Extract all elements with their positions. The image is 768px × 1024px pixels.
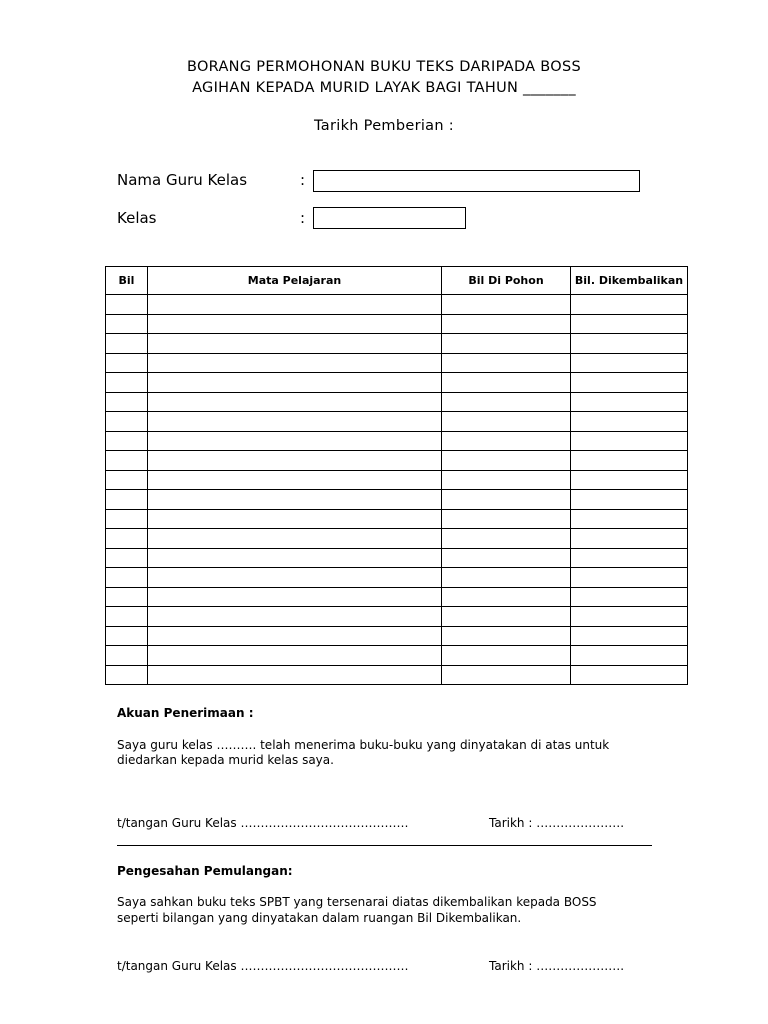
table-header-row [106,267,688,295]
table-row [106,490,688,510]
teacher-name-label: Nama Guru Kelas [117,171,248,189]
cell-subject[interactable] [148,568,442,588]
cell-bil[interactable] [106,587,148,607]
cell-returned[interactable] [571,568,688,588]
cell-subject[interactable] [148,626,442,646]
column-header-returned: Bil. Dikembalikan [571,267,688,295]
cell-returned[interactable] [571,626,688,646]
cell-returned[interactable] [571,665,688,685]
cell-bil[interactable] [106,431,148,451]
cell-subject[interactable] [148,470,442,490]
cell-requested[interactable] [442,470,571,490]
cell-requested[interactable] [442,451,571,471]
cell-subject[interactable] [148,353,442,373]
table-row [106,392,688,412]
teacher-name-field[interactable] [313,170,640,192]
cell-returned[interactable] [571,529,688,549]
cell-returned[interactable] [571,295,688,315]
cell-requested[interactable] [442,626,571,646]
cell-bil[interactable] [106,353,148,373]
receipt-heading: Akuan Penerimaan : [117,706,254,720]
cell-requested[interactable] [442,334,571,354]
return-text-line1: Saya sahkan buku teks SPBT yang tersenarai diatas dikembalikan kepada BOSS [117,895,597,909]
cell-bil[interactable] [106,470,148,490]
cell-bil[interactable] [106,314,148,334]
cell-subject[interactable] [148,490,442,510]
cell-returned[interactable] [571,587,688,607]
cell-bil[interactable] [106,412,148,432]
cell-bil[interactable] [106,568,148,588]
table-row [106,626,688,646]
table-row [106,314,688,334]
cell-subject[interactable] [148,665,442,685]
table-row [106,548,688,568]
cell-subject[interactable] [148,548,442,568]
table-row [106,568,688,588]
cell-bil[interactable] [106,548,148,568]
cell-subject[interactable] [148,334,442,354]
cell-requested[interactable] [442,373,571,393]
cell-returned[interactable] [571,607,688,627]
cell-requested[interactable] [442,587,571,607]
cell-returned[interactable] [571,646,688,666]
cell-returned[interactable] [571,353,688,373]
cell-subject[interactable] [148,646,442,666]
table-row [106,646,688,666]
cell-returned[interactable] [571,334,688,354]
cell-requested[interactable] [442,529,571,549]
cell-requested[interactable] [442,607,571,627]
cell-requested[interactable] [442,295,571,315]
class-colon: : [300,209,306,227]
cell-subject[interactable] [148,587,442,607]
class-label: Kelas [117,209,157,227]
cell-requested[interactable] [442,431,571,451]
cell-subject[interactable] [148,295,442,315]
receipt-date: Tarikh : …………………. [489,816,625,830]
cell-returned[interactable] [571,470,688,490]
cell-requested[interactable] [442,509,571,529]
cell-returned[interactable] [571,548,688,568]
cell-bil[interactable] [106,626,148,646]
table-row [106,373,688,393]
cell-requested[interactable] [442,490,571,510]
receipt-text-line1: Saya guru kelas ………. telah menerima buku-buku yang dinyatakan di atas untuk [117,738,610,752]
cell-bil[interactable] [106,529,148,549]
cell-subject[interactable] [148,392,442,412]
form-title-line2: AGIHAN KEPADA MURID LAYAK BAGI TAHUN _______ [192,80,576,96]
receipt-text-line2: diedarkan kepada murid kelas saya. [117,753,334,767]
cell-bil[interactable] [106,392,148,412]
cell-subject[interactable] [148,412,442,432]
cell-requested[interactable] [442,665,571,685]
issue-date-label: Tarikh Pemberian : [314,118,454,134]
cell-requested[interactable] [442,568,571,588]
cell-returned[interactable] [571,431,688,451]
table-row [106,353,688,373]
return-date: Tarikh : …………………. [489,959,625,973]
cell-requested[interactable] [442,353,571,373]
book-request-table [105,266,688,685]
cell-requested[interactable] [442,548,571,568]
return-heading: Pengesahan Pemulangan: [117,864,293,878]
cell-requested[interactable] [442,392,571,412]
cell-subject[interactable] [148,373,442,393]
cell-subject[interactable] [148,431,442,451]
cell-bil[interactable] [106,490,148,510]
table-body [106,295,688,685]
teacher-name-colon: : [300,171,306,189]
return-signature: t/tangan Guru Kelas …………………………………… [117,959,409,973]
table-row [106,607,688,627]
class-field[interactable] [313,207,466,229]
cell-bil[interactable] [106,451,148,471]
table-row [106,529,688,549]
table-row [106,587,688,607]
cell-bil[interactable] [106,295,148,315]
cell-returned[interactable] [571,509,688,529]
cell-requested[interactable] [442,314,571,334]
cell-requested[interactable] [442,412,571,432]
cell-bil[interactable] [106,607,148,627]
cell-returned[interactable] [571,373,688,393]
table-row [106,509,688,529]
cell-bil[interactable] [106,334,148,354]
cell-returned[interactable] [571,451,688,471]
cell-bil[interactable] [106,509,148,529]
cell-bil[interactable] [106,646,148,666]
column-header-requested: Bil Di Pohon [442,267,571,295]
table-row [106,470,688,490]
cell-returned[interactable] [571,392,688,412]
cell-subject[interactable] [148,451,442,471]
table-row [106,431,688,451]
cell-subject[interactable] [148,529,442,549]
table-row [106,665,688,685]
cell-bil[interactable] [106,373,148,393]
cell-returned[interactable] [571,490,688,510]
section-divider [117,845,652,846]
cell-subject[interactable] [148,509,442,529]
table-row [106,334,688,354]
receipt-signature: t/tangan Guru Kelas …………………………………… [117,816,409,830]
cell-returned[interactable] [571,412,688,432]
cell-subject[interactable] [148,607,442,627]
table-row [106,295,688,315]
return-text-line2: seperti bilangan yang dinyatakan dalam ruangan Bil Dikembalikan. [117,911,522,925]
form-title-line1: BORANG PERMOHONAN BUKU TEKS DARIPADA BOSS [186,59,582,75]
column-header-bil: Bil [106,267,148,295]
cell-requested[interactable] [442,646,571,666]
table-row [106,451,688,471]
column-header-subject: Mata Pelajaran [148,267,442,295]
cell-bil[interactable] [106,665,148,685]
cell-returned[interactable] [571,314,688,334]
table-row [106,412,688,432]
cell-subject[interactable] [148,314,442,334]
